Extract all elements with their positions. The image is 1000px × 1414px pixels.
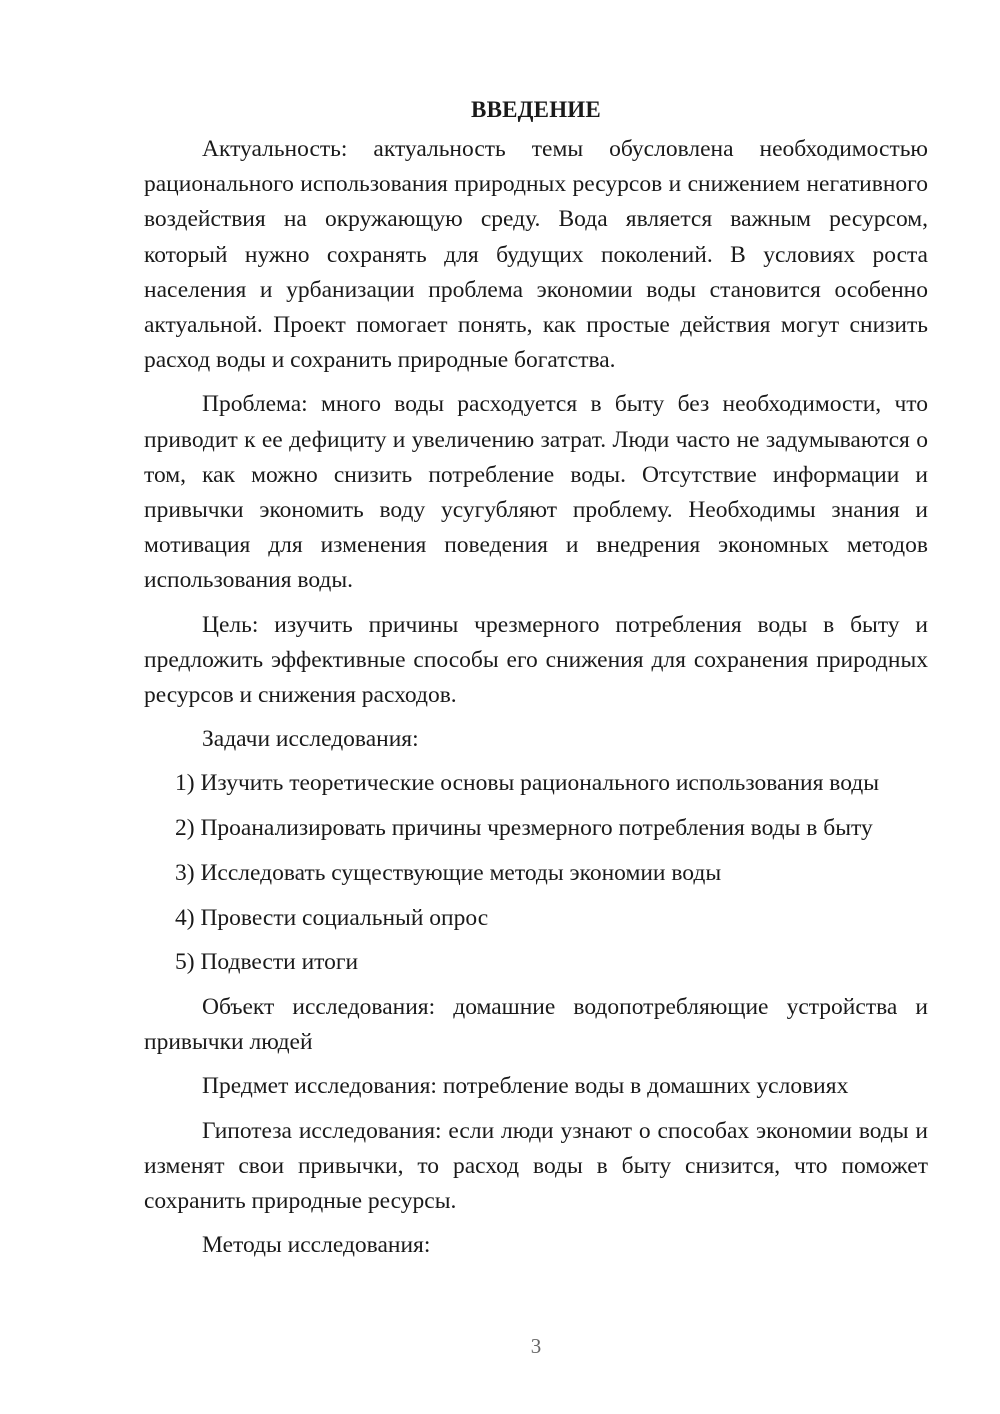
- list-item: 3) Исследовать существующие методы экономии воды: [175, 859, 722, 886]
- document-page: [144, 92, 928, 1272]
- tasks-list: [144, 766, 928, 980]
- list-item: 5) Подвести итоги: [175, 949, 359, 976]
- relevance-paragraph: Актуальность: актуальность темы обусловлена необходимостью рационального использования природных ресурсов и снижением негативного воздействия на окружающую среду. Вода является важным ресурсом, который нужно сохранять для будущих поколений. В условиях роста населения и урбанизации проблема экономии воды становится особенно актуальной. Проект помогает понять, как простые действия могут снизить расход воды и сохранить природные богатства.: [144, 136, 928, 374]
- tasks-title: Задачи исследования:: [202, 726, 419, 753]
- list-item: 4) Провести социальный опрос: [175, 904, 489, 931]
- subject-paragraph: Предмет исследования: потребление воды в домашних условиях: [202, 1073, 849, 1100]
- goal-paragraph: Цель: изучить причины чрезмерного потребления воды в быту и предложить эффективные способы его снижения для сохранения природных ресурсов и снижения расходов.: [144, 611, 928, 709]
- list-item: 2) Проанализировать причины чрезмерного потребления воды в быту: [175, 815, 873, 842]
- object-paragraph: Объект исследования: домашние водопотребляющие устройства и привычки людей: [144, 993, 928, 1056]
- list-item: 1) Изучить теоретические основы рационального использования воды: [175, 770, 880, 797]
- problem-paragraph: Проблема: много воды расходуется в быту без необходимости, что приводит к ее дефициту и увеличению затрат. Люди часто не задумываются о том, как можно снизить потребление воды. Отсутствие информации и привычки экономить воду усугубляют проблему. Необходимы знания и мотивация для изменения поведения и внедрения экономных методов использования воды.: [144, 391, 928, 594]
- hypothesis-paragraph: Гипотеза исследования: если люди узнают о способах экономии воды и изменят свои привычки, то расход воды в быту снизится, что поможет сохранить природные ресурсы.: [144, 1117, 928, 1214]
- page-title: ВВЕДЕНИЕ: [471, 97, 601, 122]
- methods-title: Методы исследования:: [202, 1232, 431, 1259]
- page-number: 3: [530, 1334, 542, 1358]
